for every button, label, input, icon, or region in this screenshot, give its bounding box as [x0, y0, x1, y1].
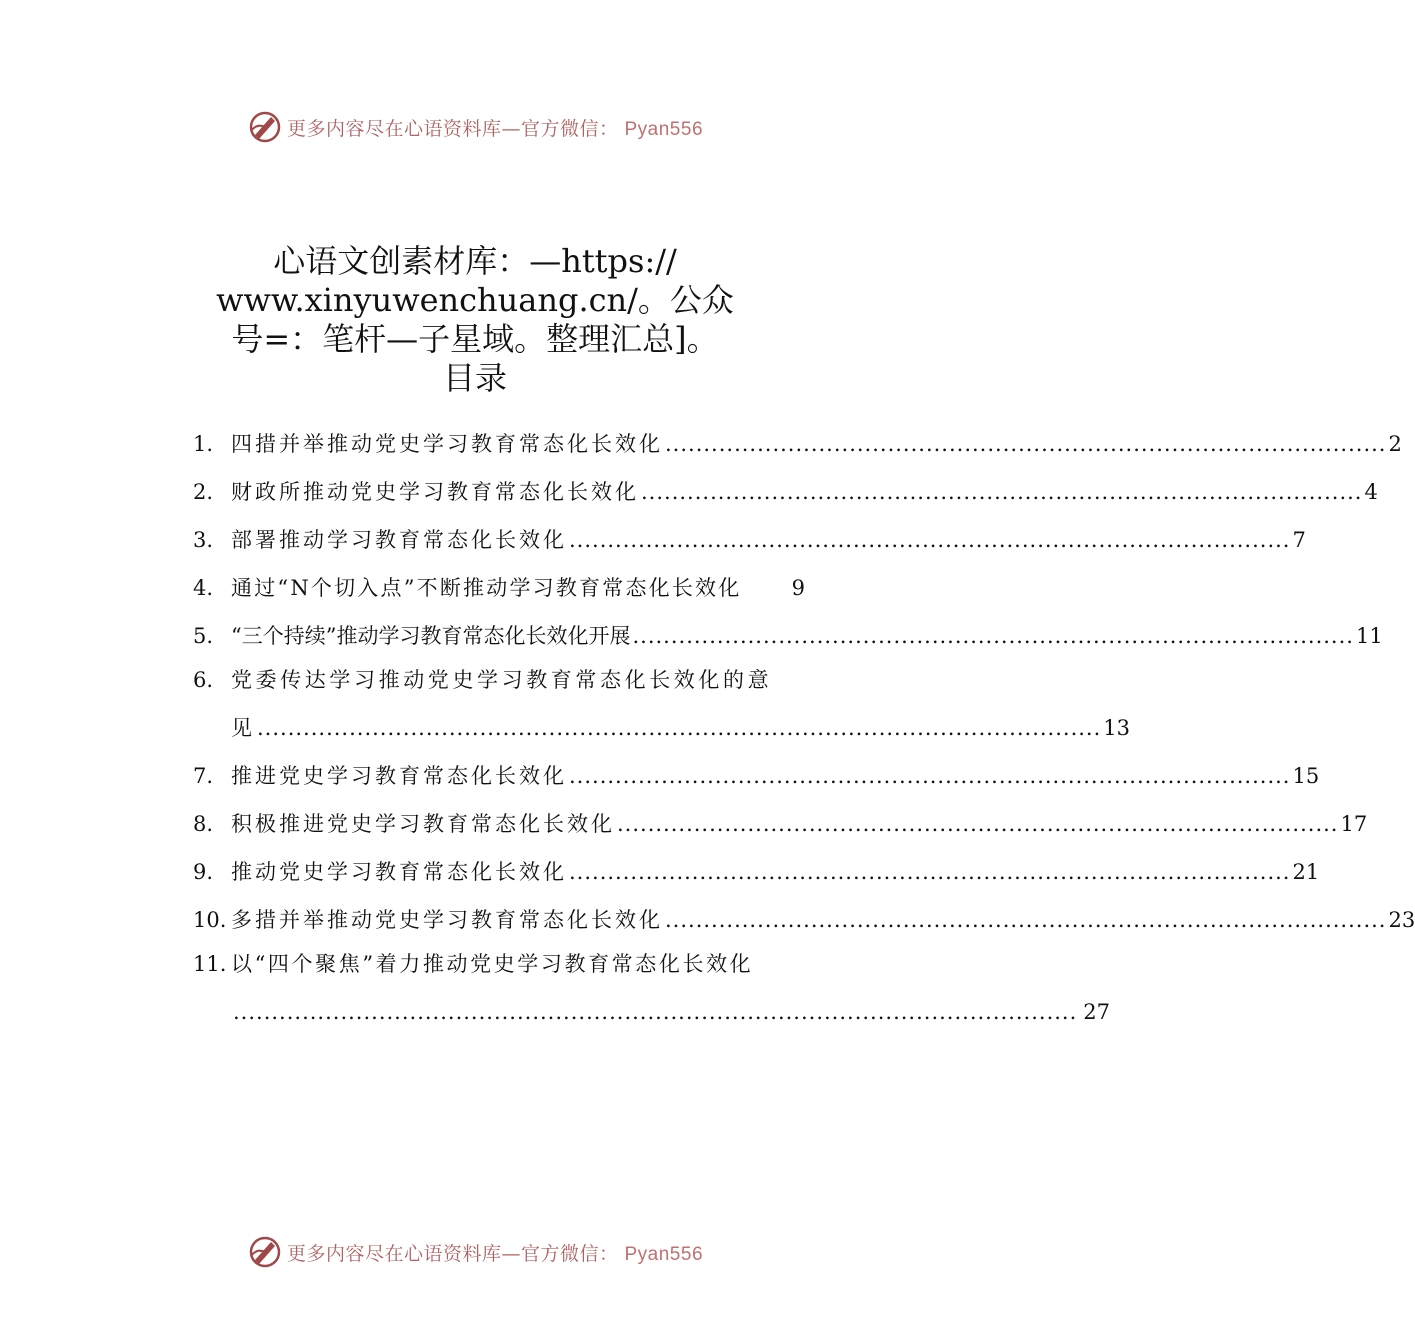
toc-entry[interactable]: 3. 部署推动学习教育常态化长效化 .............................................................................................. 7: [193, 528, 1306, 552]
watermark-text: 更多内容尽在心语资料库—官方微信： Pyan556: [286, 117, 704, 140]
footer-watermark: [0, 1230, 950, 1274]
toc-entry[interactable]: 6. 党委传达学习推动党史学习教育常态化长效化的意 见 .............................................................................................................. 13: [193, 668, 1131, 740]
toc-entry[interactable]: 2. 财政所推动党史学习教育常态化长效化 .............................................................................................. 4: [193, 480, 1378, 504]
header-watermark: [0, 105, 950, 149]
toc-entry[interactable]: 7. 推进党史学习教育常态化长效化 .............................................................................................. 15: [193, 764, 1320, 788]
toc-entry[interactable]: 5. “三个持续”推动学习教育常态化长效化开展 .............................................................................................. 11: [193, 624, 1383, 648]
title-line-3: 号=：笔杆—子星域。整理汇总]。: [231, 320, 719, 358]
toc-entry[interactable]: 8. 积极推进党史学习教育常态化长效化 .............................................................................................. 17: [193, 812, 1368, 836]
toc-entry[interactable]: 1. 四措并举推动党史学习教育常态化长效化 .............................................................................................. 2: [193, 432, 1402, 456]
document-title: [200, 242, 750, 398]
title-line-2: www.xinyuwenchuang.cn/。公众: [216, 281, 734, 319]
pen-logo-icon: [247, 1234, 283, 1270]
toc-entry[interactable]: 4. 通过“N个切入点”不断推动学习教育常态化长效化 9: [193, 576, 805, 600]
watermark-text: 更多内容尽在心语资料库—官方微信： Pyan556: [286, 1242, 704, 1265]
toc-entry[interactable]: 10. 多措并举推动党史学习教育常态化长效化 .............................................................................................. 23: [193, 908, 1415, 932]
pen-logo-icon: [247, 109, 283, 145]
toc-entry[interactable]: 9. 推动党史学习教育常态化长效化 .............................................................................................. 21: [193, 860, 1320, 884]
toc-entry[interactable]: 11. 以“四个聚焦”着力推动党史学习教育常态化长效化 .............................................................................................................. 27: [193, 952, 1111, 1024]
title-line-1: 心语文创素材库：—https://: [273, 242, 677, 280]
toc-heading: 目录: [442, 359, 507, 397]
table-of-contents: [193, 420, 1415, 1036]
